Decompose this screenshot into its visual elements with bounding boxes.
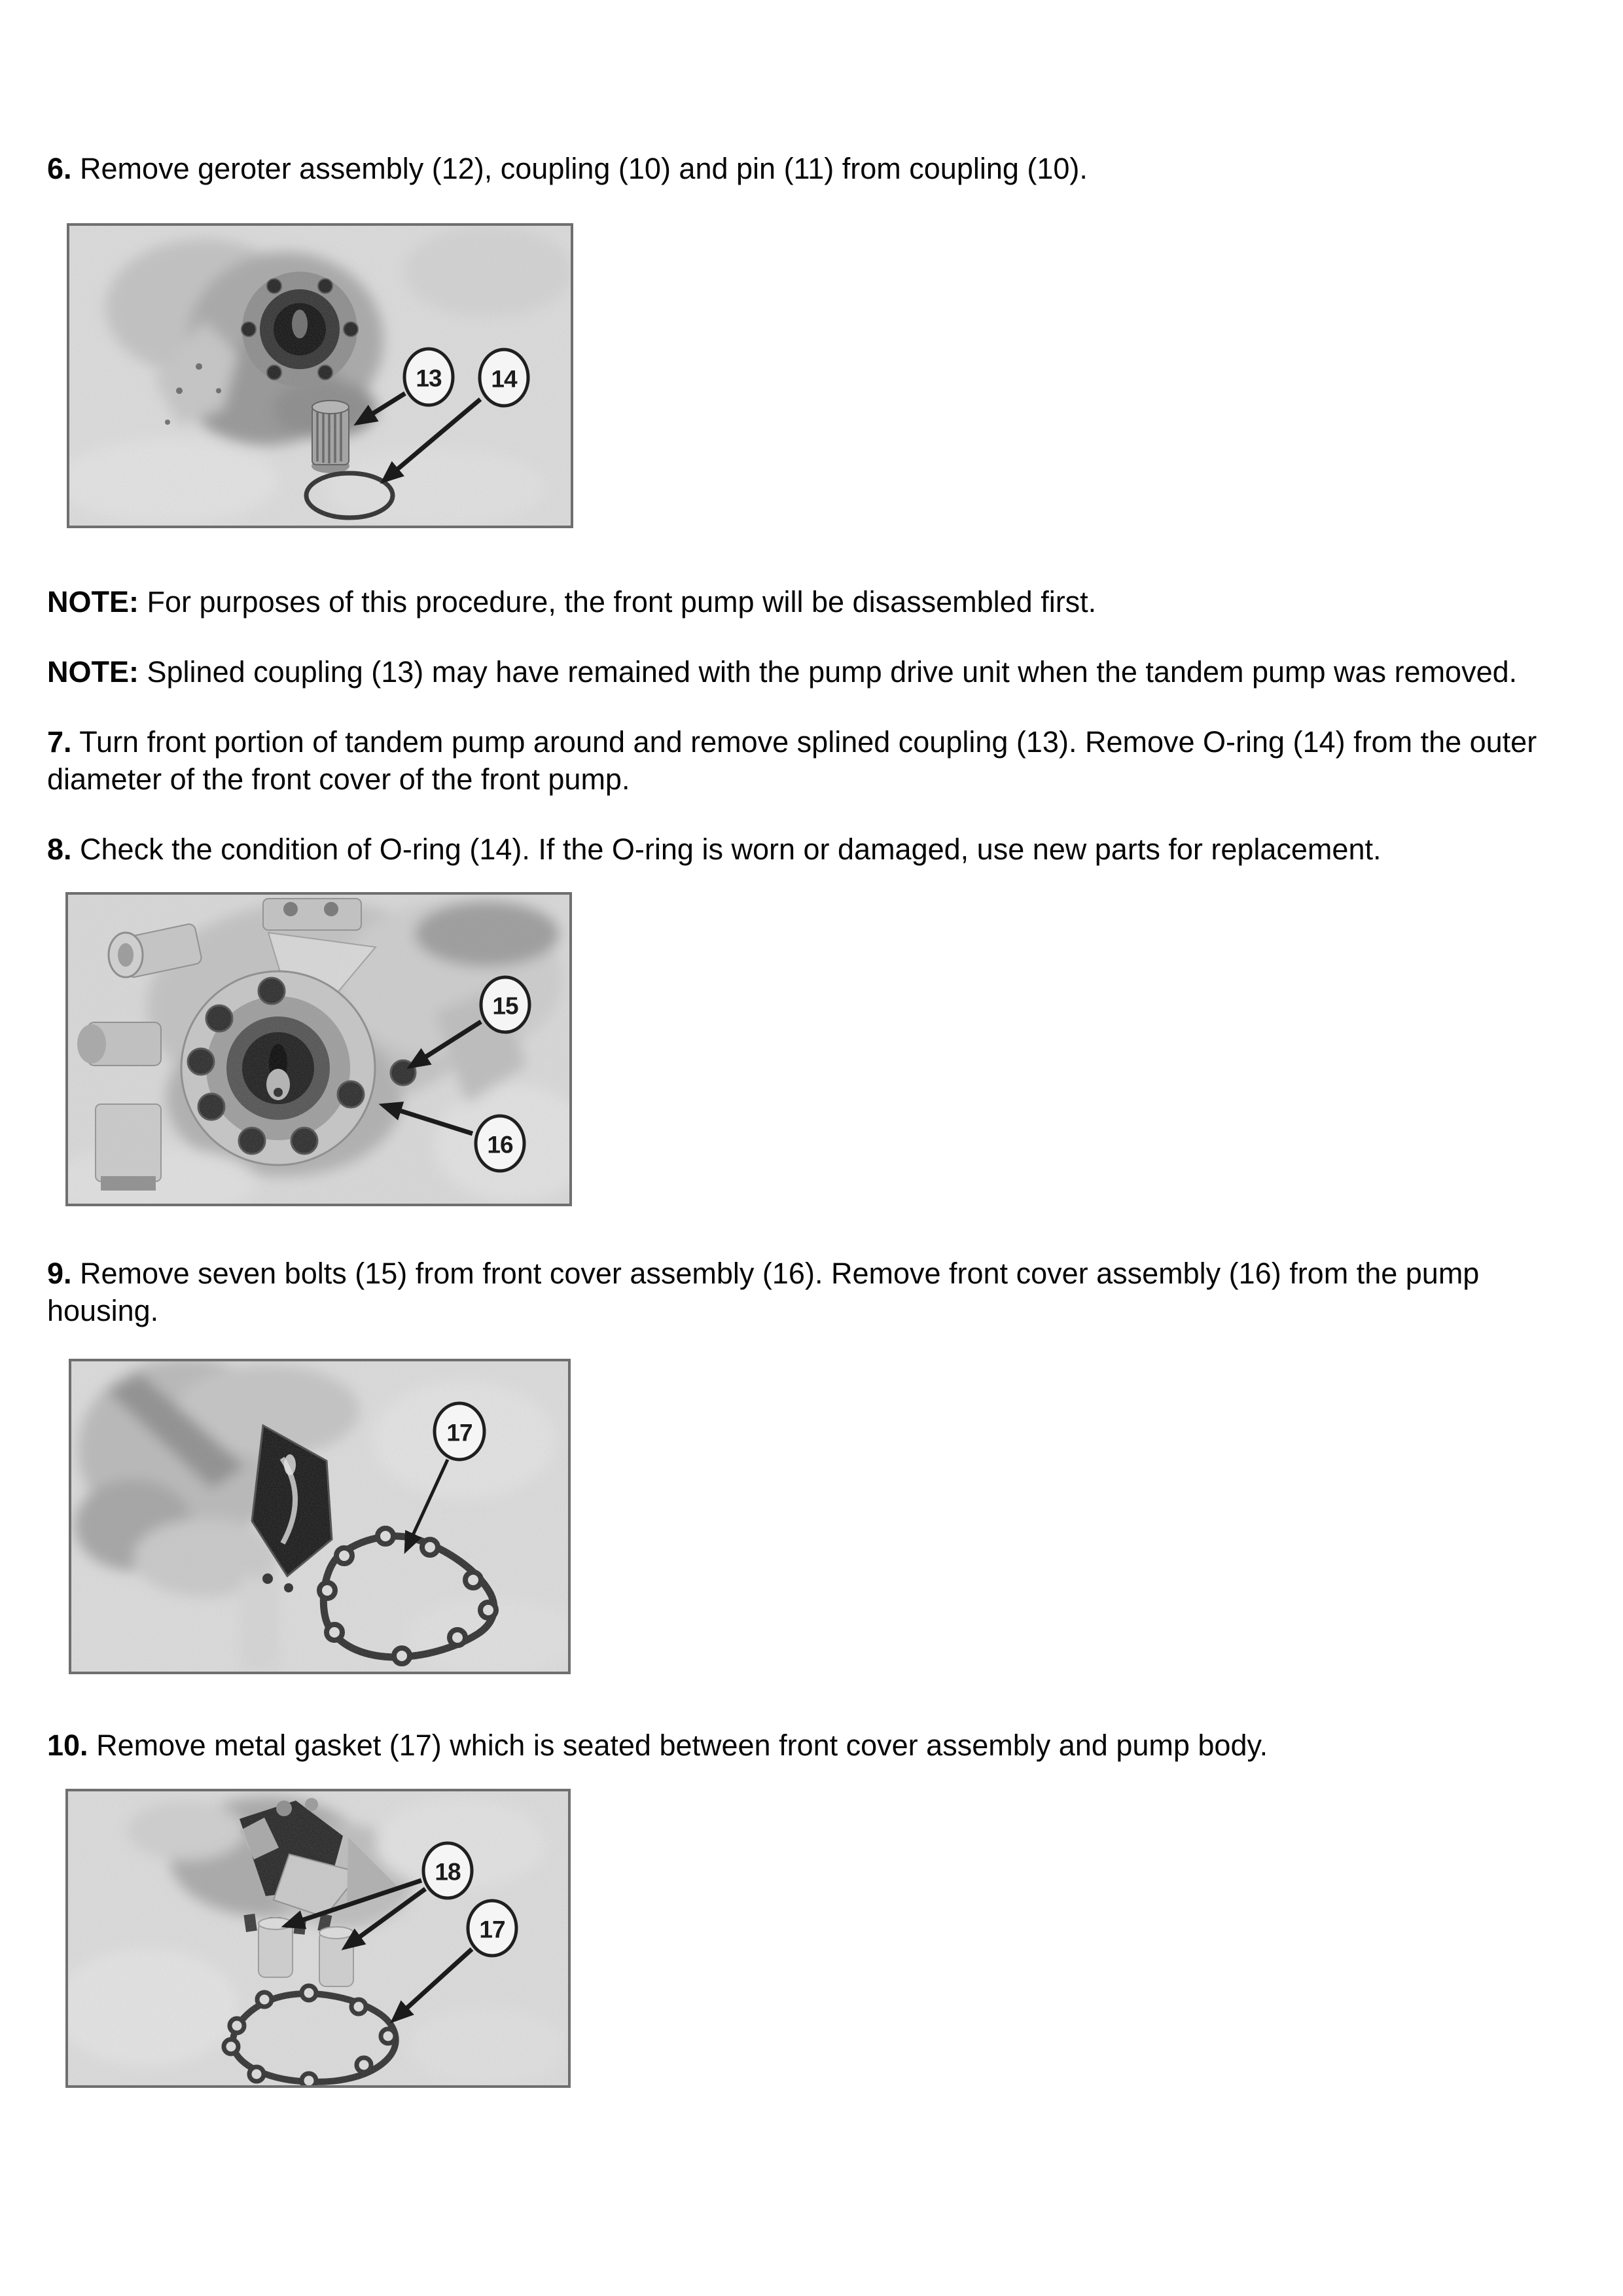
callout-13-number: 13 bbox=[416, 365, 442, 392]
note-2-text: Splined coupling (13) may have remained with the pump drive unit when the tandem pump was removed. bbox=[139, 655, 1518, 689]
figure-metal-gasket bbox=[69, 1359, 571, 1674]
step-10-number: 10. bbox=[47, 1729, 88, 1762]
note-1-label: NOTE: bbox=[47, 585, 139, 619]
step-9-paragraph bbox=[47, 1255, 1541, 1329]
callout-16-number: 16 bbox=[487, 1131, 513, 1158]
callout-16 bbox=[476, 1116, 524, 1171]
figure-dowel-pins-gasket bbox=[65, 1789, 571, 2088]
figure-front-cover-bolts bbox=[65, 892, 572, 1206]
step-8-text: Check the condition of O-ring (14). If the O-ring is worn or damaged, use new parts for replacement. bbox=[71, 833, 1382, 866]
step-6-number: 6. bbox=[47, 152, 72, 185]
callout-13 bbox=[404, 349, 453, 405]
step-9-number: 9. bbox=[47, 1257, 72, 1290]
note-2-label: NOTE: bbox=[47, 655, 139, 689]
step-8-paragraph bbox=[47, 831, 1576, 868]
step-9-text: Remove seven bolts (15) from front cover assembly (16). Remove front cover assembly (16) from the pump housing. bbox=[47, 1257, 1480, 1327]
step-7-paragraph bbox=[47, 723, 1541, 798]
callout-18 bbox=[423, 1843, 472, 1898]
step-10-text: Remove metal gasket (17) which is seated between front cover assembly and pump body. bbox=[88, 1729, 1268, 1762]
step-7-text: Turn front portion of tandem pump around and remove splined coupling (13). Remove O-ring (14) from the outer diameter of the front cover of the front pump. bbox=[47, 725, 1537, 796]
callout-18-number: 18 bbox=[435, 1858, 461, 1886]
note-1-text: For purposes of this procedure, the front pump will be disassembled first. bbox=[139, 585, 1097, 619]
callout-17-number: 17 bbox=[446, 1419, 473, 1446]
callout-14 bbox=[480, 350, 528, 406]
step-8-number: 8. bbox=[47, 833, 72, 866]
note-paragraph-2 bbox=[47, 653, 1541, 691]
callout-15-number: 15 bbox=[492, 992, 518, 1020]
callout-17 bbox=[468, 1901, 516, 1956]
step-10-paragraph bbox=[47, 1727, 1576, 1764]
figure-splined-coupling-oring bbox=[67, 223, 573, 528]
photo-grain bbox=[71, 1361, 568, 1672]
callout-15 bbox=[481, 977, 529, 1032]
callout-17 bbox=[435, 1403, 484, 1460]
callout-14-number: 14 bbox=[491, 365, 517, 393]
step-6-paragraph bbox=[47, 150, 1576, 187]
callout-17-number: 17 bbox=[479, 1916, 505, 1943]
step-6-text: Remove geroter assembly (12), coupling (10) and pin (11) from coupling (10). bbox=[71, 152, 1088, 185]
note-paragraph-1 bbox=[47, 583, 1576, 620]
step-7-number: 7. bbox=[47, 725, 72, 759]
